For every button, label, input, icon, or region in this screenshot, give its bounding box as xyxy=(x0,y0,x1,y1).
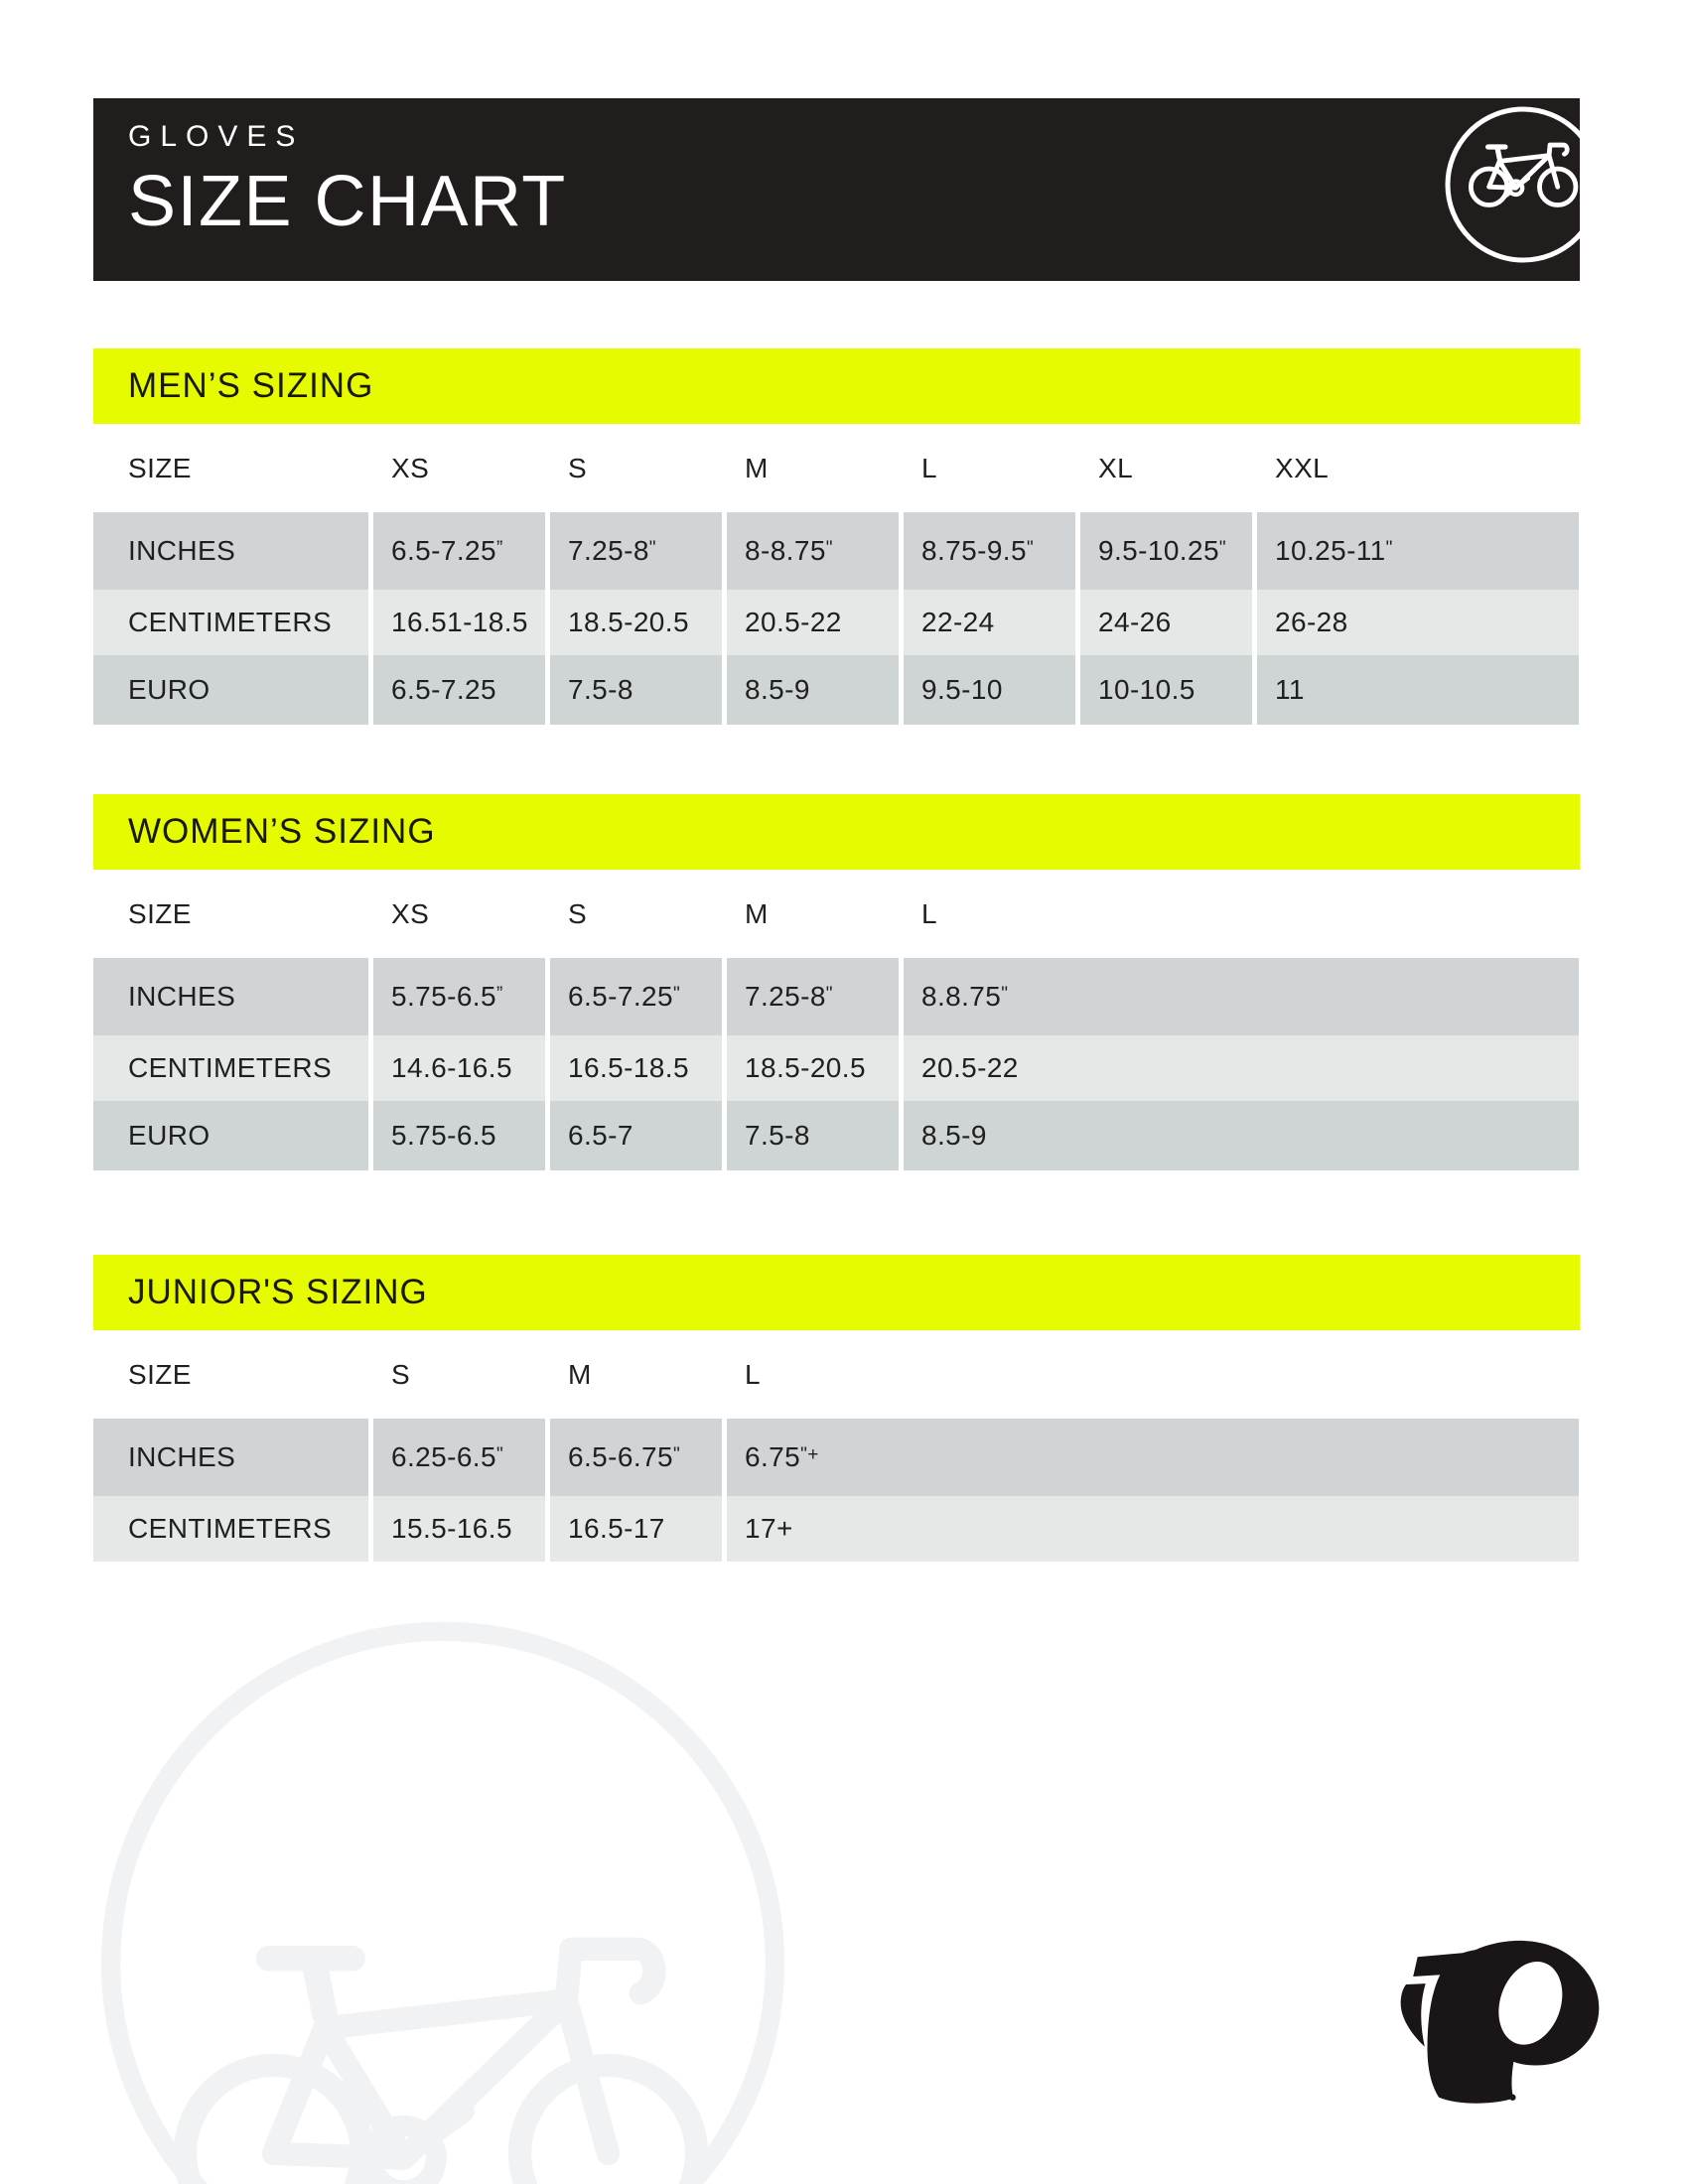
size-value-xl: 24-26 xyxy=(1080,590,1252,655)
size-value-xl: 9.5-10.25 " xyxy=(1080,512,1252,590)
section-junior-s-sizing xyxy=(93,1255,1580,1562)
size-value-l: 9.5-10 xyxy=(904,655,1075,725)
table-row-centimeters xyxy=(93,590,1580,655)
size-value-m: 6.5-6.75 " xyxy=(550,1419,722,1496)
size-value-xxl: 26-28 xyxy=(1257,590,1579,655)
size-value-s: 6.25-6.5 " xyxy=(373,1419,545,1496)
section-men-s-sizing xyxy=(93,348,1580,725)
size-value-s: 18.5-20.5 xyxy=(550,590,722,655)
size-value-m: 18.5-20.5 xyxy=(727,1035,899,1101)
size-value-l: 8.75-9.5 " xyxy=(904,512,1075,590)
size-value-xxl: 11 xyxy=(1257,655,1579,725)
row-label: EURO xyxy=(93,1101,368,1170)
table-row-inches xyxy=(93,1419,1580,1496)
size-value-m: 7.25-8 " xyxy=(727,958,899,1035)
column-header-size: SIZE xyxy=(128,452,192,483)
row-label: CENTIMETERS xyxy=(93,1035,368,1101)
column-header-m: M xyxy=(745,897,769,929)
size-value-s: 6.5-7 xyxy=(550,1101,722,1170)
column-header-s: S xyxy=(568,452,588,483)
size-value-xl: 10-10.5 xyxy=(1080,655,1252,725)
size-value-l: 8.5-9 xyxy=(904,1101,1579,1170)
row-label: INCHES xyxy=(93,512,368,590)
column-header-m: M xyxy=(568,1358,592,1390)
size-value-xs: 5.75-6.5 ” xyxy=(373,958,545,1035)
column-header-s: S xyxy=(391,1358,411,1390)
size-value-l: 8.8.75 " xyxy=(904,958,1579,1035)
category-label: GLOVES xyxy=(128,120,305,153)
size-header-row xyxy=(93,870,1580,958)
header-bar xyxy=(93,98,1580,281)
size-value-xs: 14.6-16.5 xyxy=(373,1035,545,1101)
row-label: EURO xyxy=(93,655,368,725)
pearl-izumi-logo-icon xyxy=(1388,1934,1619,2120)
table-row-inches xyxy=(93,958,1580,1035)
column-header-xxl: XXL xyxy=(1275,452,1330,483)
size-value-m: 7.5-8 xyxy=(727,1101,899,1170)
size-value-s: 7.25-8 " xyxy=(550,512,722,590)
section-title: MEN’S SIZING xyxy=(128,366,374,405)
table-row-centimeters xyxy=(93,1035,1580,1101)
column-header-xl: XL xyxy=(1098,452,1134,483)
section-header-bar xyxy=(93,794,1580,870)
size-value-l: 20.5-22 xyxy=(904,1035,1579,1101)
bicycle-circle-watermark-icon xyxy=(93,1619,792,2184)
size-value-xs: 5.75-6.5 xyxy=(373,1101,545,1170)
column-header-m: M xyxy=(745,452,769,483)
header-text-block xyxy=(128,120,567,242)
column-header-size: SIZE xyxy=(128,1358,192,1390)
page-title: SIZE CHART xyxy=(128,162,567,241)
section-title: JUNIOR'S SIZING xyxy=(128,1273,428,1311)
row-label: INCHES xyxy=(93,958,368,1035)
size-value-xs: 16.51-18.5 xyxy=(373,590,545,655)
section-title: WOMEN’S SIZING xyxy=(128,812,436,851)
size-value-m: 8-8.75 " xyxy=(727,512,899,590)
table-row-centimeters xyxy=(93,1496,1580,1562)
size-value-s: 15.5-16.5 xyxy=(373,1496,545,1562)
size-value-xs: 6.5-7.25 ” xyxy=(373,512,545,590)
size-value-s: 7.5-8 xyxy=(550,655,722,725)
table-row-euro xyxy=(93,1101,1580,1170)
section-women-s-sizing xyxy=(93,794,1580,1170)
column-header-l: L xyxy=(921,897,937,929)
size-value-m: 16.5-17 xyxy=(550,1496,722,1562)
column-header-l: L xyxy=(921,452,937,483)
bicycle-circle-icon xyxy=(1439,100,1580,269)
size-value-xs: 6.5-7.25 xyxy=(373,655,545,725)
size-header-row xyxy=(93,1330,1580,1419)
size-header-row xyxy=(93,424,1580,512)
section-header-bar xyxy=(93,348,1580,424)
column-header-l: L xyxy=(745,1358,761,1390)
row-label: CENTIMETERS xyxy=(93,590,368,655)
size-value-s: 16.5-18.5 xyxy=(550,1035,722,1101)
column-header-xs: XS xyxy=(391,452,430,483)
column-header-s: S xyxy=(568,897,588,929)
section-header-bar xyxy=(93,1255,1580,1330)
size-value-m: 8.5-9 xyxy=(727,655,899,725)
size-value-l: 22-24 xyxy=(904,590,1075,655)
size-value-l: 6.75 "+ xyxy=(727,1419,1579,1496)
row-label: CENTIMETERS xyxy=(93,1496,368,1562)
size-value-l: 17+ xyxy=(727,1496,1579,1562)
row-label: INCHES xyxy=(93,1419,368,1496)
column-header-size: SIZE xyxy=(128,897,192,929)
size-value-s: 6.5-7.25 " xyxy=(550,958,722,1035)
table-row-inches xyxy=(93,512,1580,590)
size-value-m: 20.5-22 xyxy=(727,590,899,655)
table-row-euro xyxy=(93,655,1580,725)
column-header-xs: XS xyxy=(391,897,430,929)
size-value-xxl: 10.25-11 " xyxy=(1257,512,1579,590)
